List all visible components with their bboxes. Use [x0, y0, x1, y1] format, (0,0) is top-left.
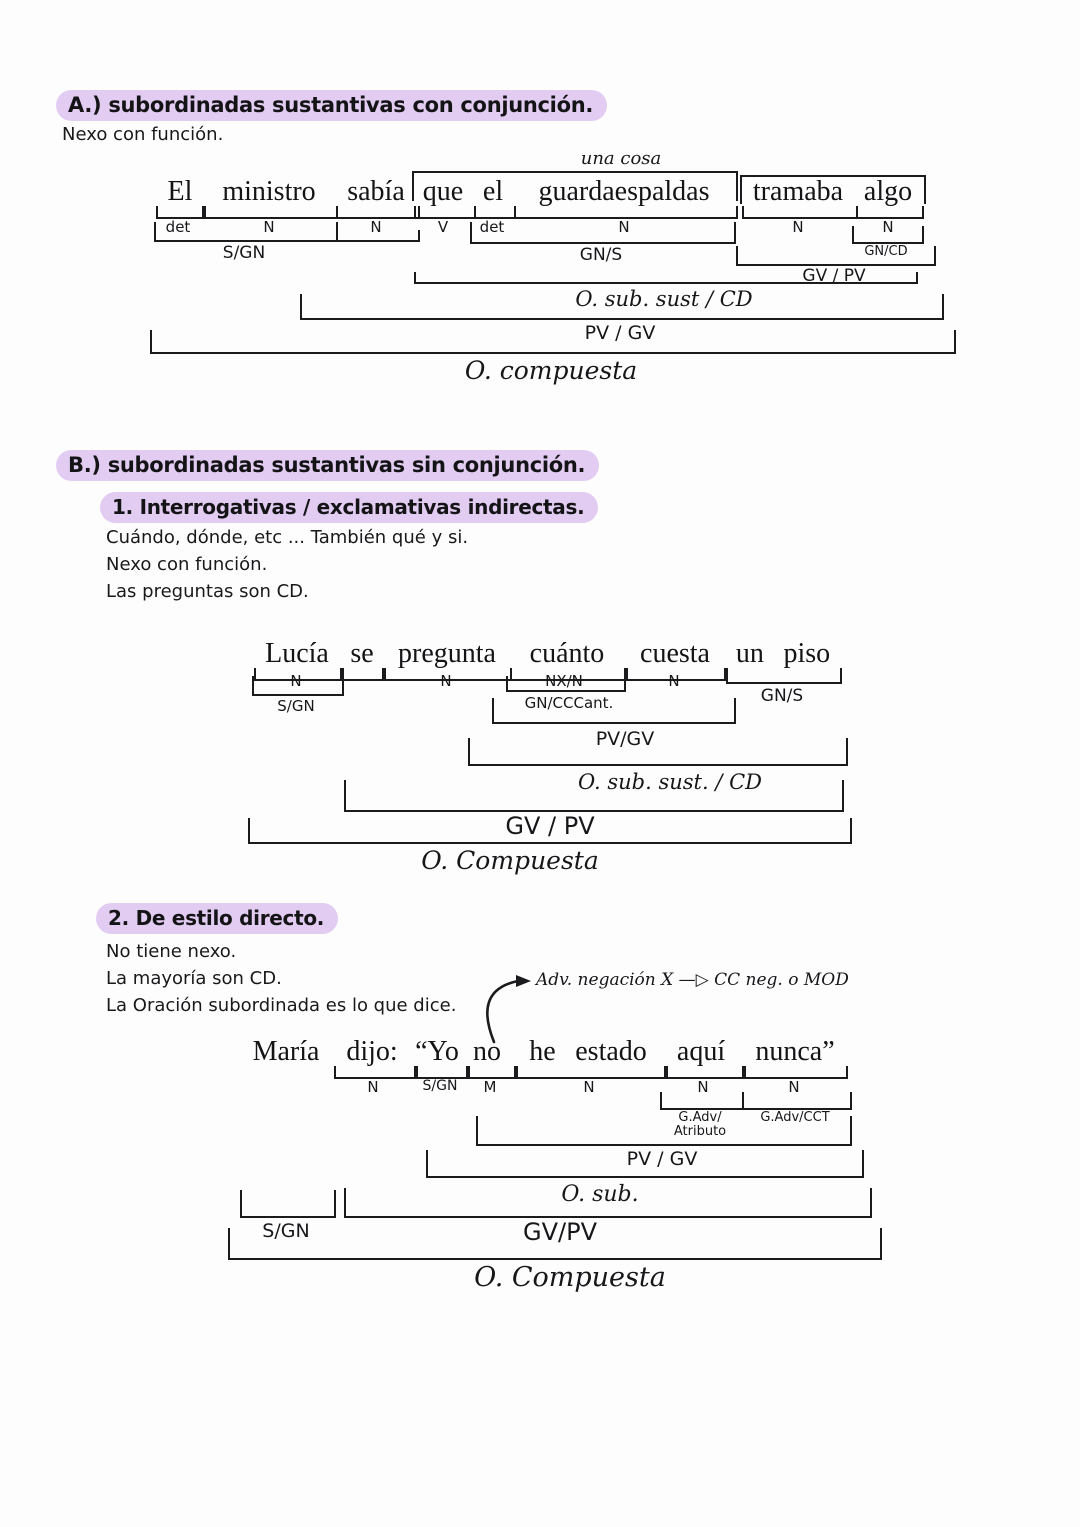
clause-bracket [150, 330, 956, 354]
pos-label: N [882, 218, 894, 236]
clause-label-osub: O. sub. sust / CD [575, 287, 753, 311]
sentence-word: el [482, 176, 504, 207]
group-label-gvpv: GV / PV [802, 266, 866, 286]
section-a-note: Nexo con función. [62, 124, 224, 145]
pos-label: N [440, 672, 452, 690]
pos-label: N [668, 672, 680, 690]
section-b1-title: 1. Interrogativas / exclamativas indirectas. [100, 492, 598, 523]
sentence-word: cuesta [640, 638, 710, 669]
pos-label: N [263, 218, 275, 236]
pos-label: N [583, 1078, 595, 1096]
sentence-word: cuánto [529, 638, 605, 669]
section-b2-title: 2. De estilo directo. [96, 903, 338, 934]
word-bracket [342, 668, 384, 681]
group-bracket [336, 230, 420, 242]
clause-bracket [248, 818, 852, 844]
section-b1-line: Cuándo, dónde, etc ... También qué y si. [106, 527, 469, 548]
clause-bracket [476, 1116, 852, 1146]
pos-label: N [367, 1078, 379, 1096]
group-bracket [492, 698, 736, 724]
sentence-word: ministro [222, 176, 316, 207]
group-bracket [252, 676, 344, 696]
sentence-word: no [473, 1036, 501, 1067]
sentence-word: sabía [347, 176, 405, 207]
sentence-word: guardaespaldas [538, 176, 710, 207]
pos-label: N [290, 672, 302, 690]
sentence-word: aquí [676, 1036, 726, 1067]
pos-label: N [370, 218, 382, 236]
section-b2-line: No tiene nexo. [106, 941, 237, 962]
sentence-word: un piso [735, 638, 831, 669]
pos-label: M [483, 1078, 497, 1096]
section-b2-line: La mayoría son CD. [106, 968, 282, 989]
group-label-gnccant: GN/CCCant. [524, 694, 614, 712]
clause-label-osub: O. sub. sust. / CD [578, 770, 762, 794]
clause-bracket [344, 780, 844, 812]
pos-label: N [792, 218, 804, 236]
clause-label-ocompuesta: O. Compuesta [474, 1262, 666, 1293]
group-bracket [240, 1190, 336, 1218]
clause-bracket [414, 272, 918, 284]
group-label-gadv-cct: G.Adv/CCT [760, 1110, 830, 1125]
sentence-word: Lucía [265, 638, 329, 669]
clause-bracket [300, 294, 944, 320]
clause-label-pvgv: PV/GV [595, 728, 655, 750]
sentence-word: María [252, 1036, 320, 1067]
group-label-gadv-atributo: G.Adv/ [678, 1110, 722, 1125]
clause-label-pvgv: PV / GV [584, 322, 656, 344]
sentence-word: que [422, 176, 464, 207]
group-label-sgn: S/GN [277, 697, 315, 715]
section-b2-line: La Oración subordinada es lo que dice. [106, 995, 457, 1016]
group-bracket [852, 226, 924, 244]
group-label-gns: GN/S [760, 686, 804, 706]
pos-label: S/GN [422, 1078, 458, 1094]
clause-label-ocompuesta: O. compuesta [464, 356, 638, 385]
arrow-annotation: Adv. negación X —▷ CC neg. o MOD [536, 970, 849, 990]
clause-label-pvgv: PV / GV [626, 1148, 698, 1170]
sentence-word: he estado [529, 1036, 647, 1067]
pos-label: N [788, 1078, 800, 1096]
group-label-gncd: GN/CD [864, 244, 908, 259]
pos-label: N [697, 1078, 709, 1096]
pos-label: det [165, 218, 191, 236]
group-bracket [506, 676, 626, 692]
group-bracket [742, 1092, 852, 1110]
group-bracket [736, 246, 936, 266]
pos-label: NX/N [545, 672, 583, 690]
sentence-word: dijo: [346, 1036, 398, 1067]
sentence-word: nunca” [755, 1036, 835, 1067]
group-label-sgn: S/GN [262, 1220, 310, 1242]
group-bracket [154, 222, 338, 242]
pos-label: N [618, 218, 630, 236]
pos-label: det [479, 218, 505, 236]
sentence-word: El [167, 176, 193, 207]
clause-bracket [426, 1150, 864, 1178]
group-bracket [726, 668, 842, 684]
clause-bracket [344, 1188, 872, 1218]
phrase-overline [740, 175, 926, 204]
section-b-title: B.) subordinadas sustantivas sin conjunción. [56, 450, 599, 481]
clause-bracket [468, 738, 848, 766]
clause-label-gvpv: GV/PV [523, 1218, 597, 1246]
group-label-sgn: S/GN [222, 243, 266, 263]
hint-una-cosa: una cosa [580, 148, 662, 169]
pos-label: V [437, 218, 449, 236]
sentence-word: tramaba [752, 176, 844, 207]
clause-bracket [228, 1228, 882, 1260]
clause-label-osub: O. sub. [561, 1182, 639, 1207]
section-b1-line: Nexo con función. [106, 554, 268, 575]
clause-label-gvpv: GV / PV [505, 812, 595, 840]
group-label-gns: GN/S [579, 245, 623, 265]
sentence-word: “Yo [415, 1036, 459, 1067]
section-a-title: A.) subordinadas sustantivas con conjunción. [56, 90, 607, 121]
clause-box-top [412, 171, 738, 201]
sentence-word: algo [863, 176, 913, 207]
group-bracket [660, 1092, 744, 1110]
sentence-word: pregunta [398, 638, 496, 669]
sentence-word: se [350, 638, 374, 669]
group-bracket [470, 222, 736, 244]
section-b1-line: Las preguntas son CD. [106, 581, 309, 602]
clause-label-ocompuesta: O. Compuesta [421, 846, 599, 875]
group-label-gadv-atributo: Atributo [673, 1124, 727, 1139]
